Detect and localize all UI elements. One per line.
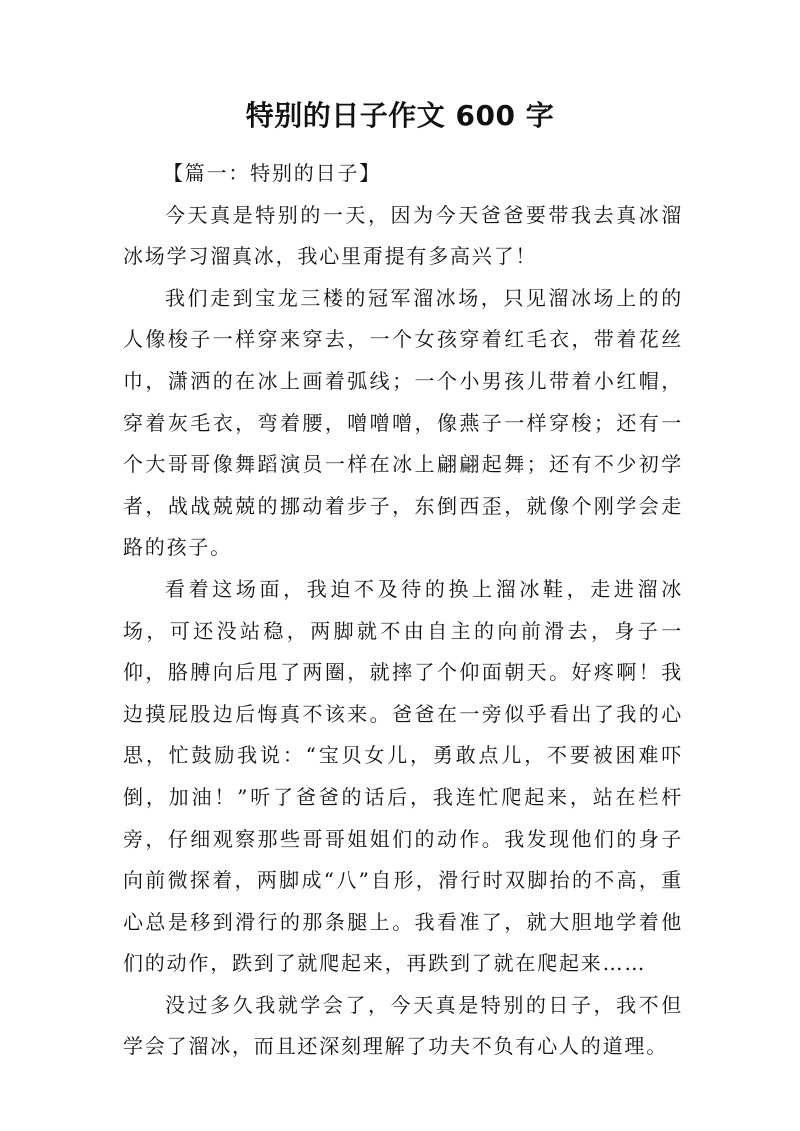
section-heading: 【篇一：特别的日子】	[163, 161, 381, 185]
paragraph-2: 我们走到宝龙三楼的冠军溜冰场，只见溜冰场上的的人像梭子一样穿来穿去，一个女孩穿着红毛衣，带着花丝巾，潇洒的在冰上画着弧线；一个小男孩儿带着小红帽，穿着灰毛衣，弯着腰，噌噌噌，像燕子一样穿梭；还有一个大哥哥像舞蹈演员一样在冰上翩翩起舞；还有不少初学者，战战兢兢的挪动着步子，东倒西歪，就像个刚学会走路的孩子。	[123, 285, 683, 560]
document-title: 特别的日子作文 600 字	[245, 99, 555, 132]
document-body	[123, 153, 683, 1068]
paragraph-3: 看着这场面，我迫不及待的换上溜冰鞋，走进溜冰场，可还没站稳，两脚就不由自主的向前滑去，身子一仰，胳膊向后甩了两圈，就摔了个仰面朝天。好疼啊！我边摸屁股边后悔真不该来。爸爸在一旁似乎看出了我的心思，忙鼓励我说：“宝贝女儿，勇敢点儿，不要被困难吓倒，加油！”听了爸爸的话后，我连忙爬起来，站在栏杆旁，仔细观察那些哥哥姐姐们的动作。我发现他们的身子向前微探着，两脚成“八”自形，滑行时双脚抬的不高，重心总是移到滑行的那条腿上。我看准了，就大胆地学着他们的动作，跌到了就爬起来，再跌到了就在爬起来……	[123, 576, 683, 976]
paragraph-4: 没过多久我就学会了，今天真是特别的日子，我不但学会了溜冰，而且还深刻理解了功夫不负有心人的道理。	[123, 992, 683, 1059]
paragraph-1: 今天真是特别的一天，因为今天爸爸要带我去真冰溜冰场学习溜真冰，我心里甭提有多高兴了！	[123, 202, 683, 269]
